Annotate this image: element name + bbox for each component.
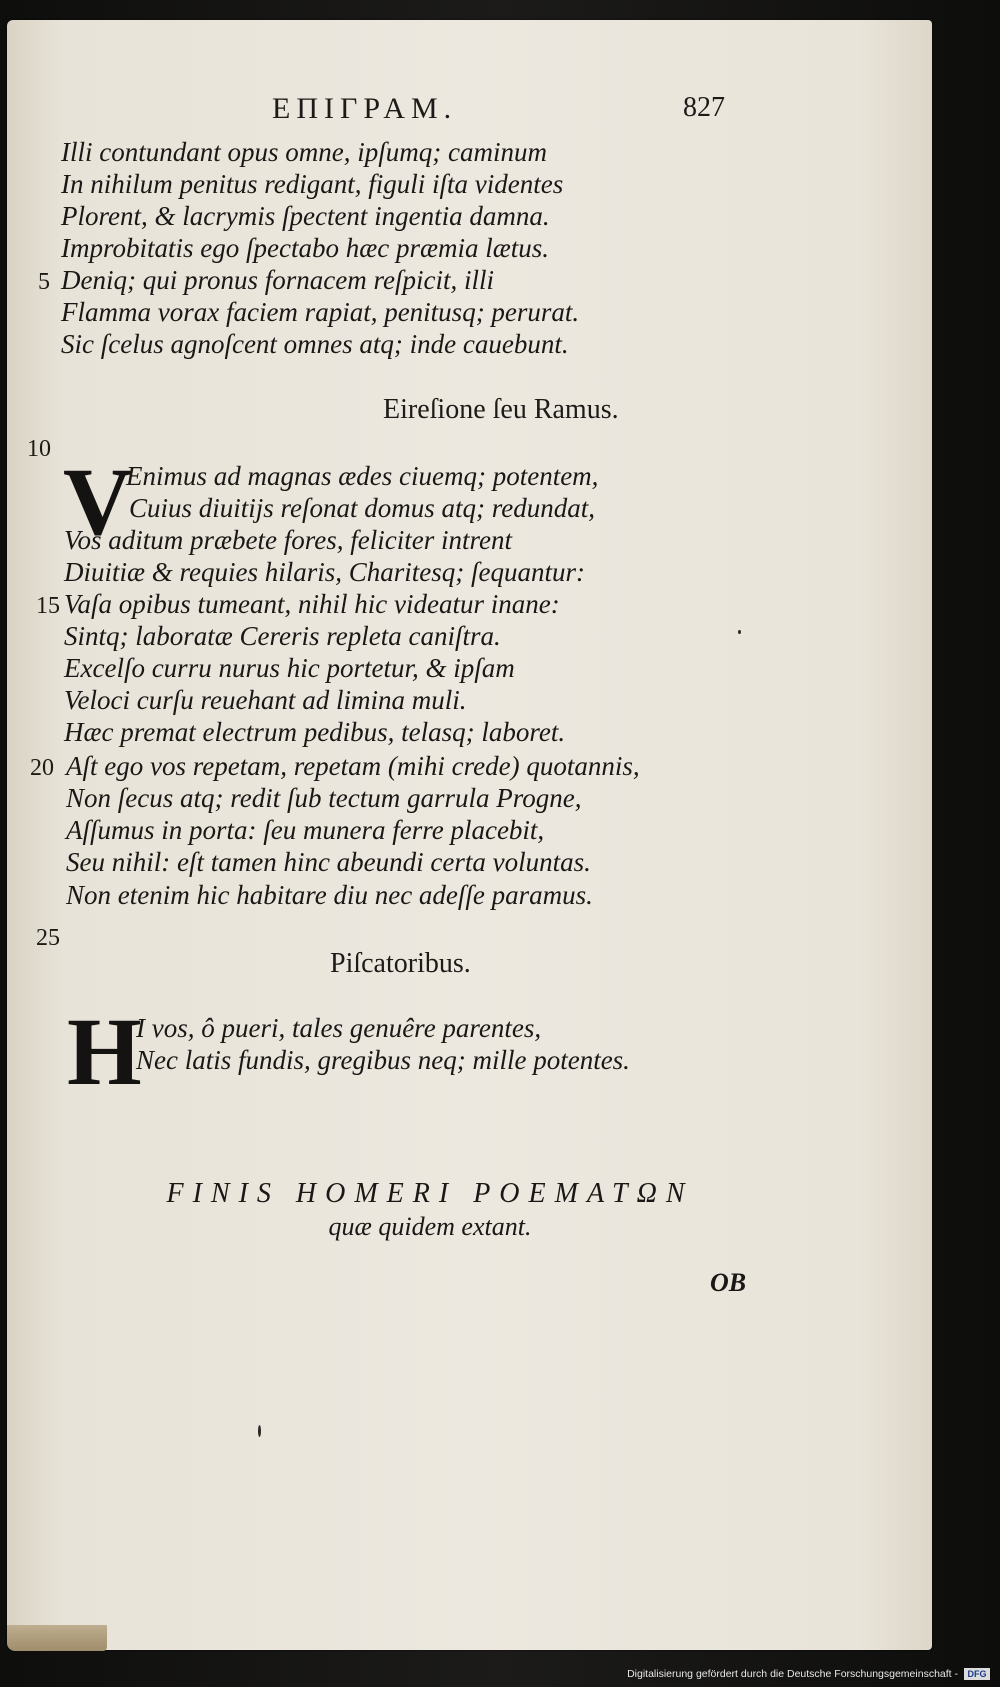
verse-line: Sintq; laboratæ Cereris repleta caniſtra.: [64, 621, 501, 651]
line-number: 20: [30, 755, 54, 781]
drop-cap: H: [67, 998, 142, 1105]
verse-line: In nihilum penitus redigant, figuli iſta videntes: [61, 169, 564, 199]
poem-title: Eireſione ſeu Ramus.: [383, 394, 619, 425]
verse-line: Illi contundant opus omne, ipſumq; caminum: [61, 137, 547, 167]
verse-line: Deniq; qui pronus fornacem reſpicit, illi: [61, 265, 494, 295]
line-number: 15: [36, 593, 60, 619]
page-number: 827: [683, 92, 725, 123]
verse-line: Seu nihil: eſt tamen hinc abeundi certa voluntas.: [66, 847, 591, 877]
verse-line: Flamma vorax faciem rapiat, penitusq; perurat.: [61, 297, 580, 327]
verse-line: Hæc premat electrum pedibus, telasq; laboret.: [64, 717, 566, 747]
page-header: [0, 92, 1000, 132]
verse-line: I vos, ô pueri, tales genuêre parentes,: [136, 1013, 542, 1043]
verse-line: Plorent, & lacrymis ſpectent ingentia damna.: [61, 201, 550, 231]
running-head: ΕΠΙΓΡΑΜ.: [272, 92, 458, 125]
drop-cap: V: [63, 448, 133, 555]
verse-line: Non etenim hic habitare diu nec adeſſe paramus.: [66, 880, 593, 910]
verse-line: Enimus ad magnas ædes ciuemq; potentem,: [126, 461, 599, 491]
verse-line: Sic ſcelus agnoſcent omnes atq; inde cauebunt.: [61, 329, 569, 359]
verse-line: Nec latis fundis, gregibus neq; mille potentes.: [136, 1045, 630, 1075]
verse-line: Vos aditum præbete fores, feliciter intrent: [64, 525, 512, 555]
dfg-logo: DFG: [964, 1668, 990, 1680]
verse-line: Aſſumus in porta: ſeu munera ferre placebit,: [66, 815, 545, 845]
line-number: 5: [38, 269, 50, 295]
colophon-subtitle: quæ quidem extant.: [328, 1212, 532, 1241]
page-edge-stain: [7, 1625, 107, 1651]
verse-line: Vaſa opibus tumeant, nihil hic videatur inane:: [64, 589, 560, 619]
ink-speck: [258, 1425, 261, 1437]
verse-line: Non ſecus atq; redit ſub tectum garrula Progne,: [66, 783, 582, 813]
verse-line: Diuitiæ & requies hilaris, Charitesq; ſequantur:: [64, 557, 586, 587]
catchword: OB: [710, 1268, 747, 1297]
line-number: 10: [27, 436, 51, 462]
ink-speck: [738, 630, 741, 634]
digitization-credit: Digitalisierung gefördert durch die Deutsche Forschungsgemeinschaft -: [627, 1668, 958, 1680]
verse-line: Veloci curſu reuehant ad limina muli.: [64, 685, 467, 715]
verse-line: Improbitatis ego ſpectabo hæc præmia lætus.: [61, 233, 549, 263]
verse-line: Cuius diuitijs reſonat domus atq; redundat,: [129, 493, 596, 523]
poem-title: Piſcatoribus.: [330, 948, 471, 979]
verse-line: Excelſo curru nurus hic portetur, & ipſam: [64, 653, 515, 683]
verse-line: Aſt ego vos repetam, repetam (mihi crede) quotannis,: [66, 751, 640, 781]
line-number: 25: [36, 925, 60, 951]
colophon-title: FINIS HOMERI POEMATΩN: [166, 1178, 694, 1209]
